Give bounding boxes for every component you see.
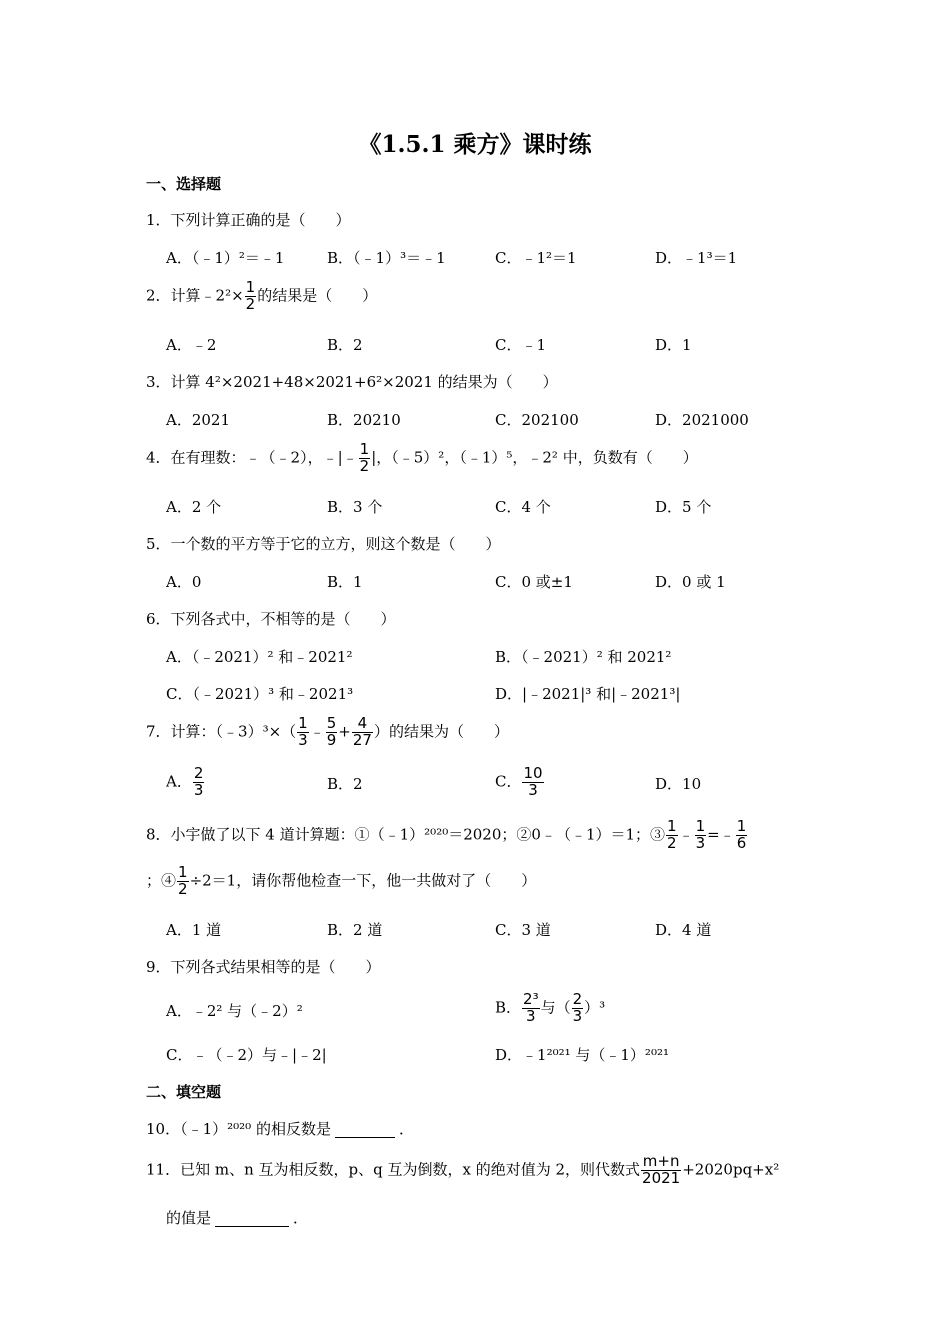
- q2-option-b: B．2: [327, 336, 363, 354]
- q9-option-a: A．﹣2² 与（﹣2）²: [166, 1002, 303, 1020]
- q1-stem: 1．下列计算正确的是（ ）: [146, 211, 351, 229]
- q2-stem: 2．计算﹣2²× $\frac{1}{2}$ 的结果是（ ）: [146, 278, 378, 313]
- q10-stem: 10．（﹣1）²⁰²⁰ 的相反数是 ．: [146, 1120, 414, 1138]
- q9-stem: 9．下列各式结果相等的是（ ）: [146, 958, 381, 976]
- fraction: $\frac{1}{3}$: [695, 817, 706, 852]
- q9-option-b: B． $\frac{\text{2³}}{3}$ 与（ $\frac{2}{3}$ ）³: [495, 990, 606, 1025]
- q3-option-d: D．2021000: [655, 411, 749, 429]
- q4-option-d: D．5 个: [655, 498, 712, 516]
- fraction: $\frac{4}{27}$: [352, 714, 372, 749]
- answer-blank: [335, 1122, 395, 1138]
- q1-option-d: D．﹣1³＝1: [655, 249, 738, 267]
- q9-option-c: C．﹣（﹣2）与﹣|﹣2|: [166, 1046, 327, 1064]
- q3-option-c: C．202100: [495, 411, 579, 429]
- q7-option-a: A． $\frac{2}{3}$: [166, 764, 204, 799]
- q11-stem-line2: 的值是 ．: [166, 1209, 309, 1227]
- q8-option-c: C．3 道: [495, 921, 551, 939]
- page-title: 《1.5.1 乘方》课时练: [358, 131, 592, 158]
- q6-option-d: D．|﹣2021|³ 和|﹣2021³|: [495, 685, 681, 703]
- fraction: $\frac{1}{2}$: [667, 817, 677, 852]
- q8-option-b: B．2 道: [327, 921, 383, 939]
- q6-option-c: C．（﹣2021）³ 和﹣2021³: [166, 685, 354, 703]
- q9-option-d: D．﹣1²⁰²¹ 与（﹣1）²⁰²¹: [495, 1046, 669, 1064]
- q1-option-a: A．（﹣1）²＝﹣1: [166, 249, 285, 267]
- fraction: $\frac{\text{2³}}{3}$: [523, 990, 539, 1025]
- q7-option-c: C． $\frac{10}{3}$: [495, 764, 543, 799]
- q3-option-a: A．2021: [166, 411, 231, 429]
- q5-option-d: D．0 或 1: [655, 573, 726, 591]
- fraction: $\frac{2}{3}$: [572, 990, 583, 1025]
- q8-stem-line2: ；④ $\frac{1}{2}$ ÷2＝1，请你帮他检查一下，他一共做对了（ ）: [146, 863, 537, 898]
- q8-option-d: D．4 道: [655, 921, 712, 939]
- fraction: $\frac{1}{6}$: [736, 817, 747, 852]
- q3-stem: 3．计算 4²×2021+48×2021+6²×2021 的结果为（ ）: [146, 373, 558, 391]
- fraction: $\frac{5}{9}$: [326, 714, 337, 749]
- q7-option-d: D．10: [655, 775, 702, 793]
- q6-option-b: B．（﹣2021）² 和 2021²: [495, 648, 672, 666]
- fraction: $\frac{10}{3}$: [523, 764, 543, 799]
- answer-blank: [215, 1211, 289, 1227]
- q8-option-a: A．1 道: [166, 921, 222, 939]
- section-choice: 一、选择题: [146, 175, 222, 193]
- q6-option-a: A．（﹣2021）² 和﹣2021²: [166, 648, 353, 666]
- fraction: $\frac{2}{3}$: [193, 764, 204, 799]
- section-fill: 二、填空题: [146, 1083, 222, 1101]
- q5-stem: 5．一个数的平方等于它的立方，则这个数是（ ）: [146, 535, 501, 553]
- fraction: $\frac{1}{3}$: [298, 714, 308, 749]
- q2-option-d: D．1: [655, 336, 692, 354]
- q2-option-a: A．﹣2: [166, 336, 217, 354]
- q5-option-c: C．0 或±1: [495, 573, 573, 591]
- q3-option-b: B．20210: [327, 411, 401, 429]
- q6-stem: 6．下列各式中，不相等的是（ ）: [146, 610, 396, 628]
- q5-option-a: A．0: [166, 573, 202, 591]
- q1-option-c: C．﹣1²＝1: [495, 249, 577, 267]
- q1-option-b: B．（﹣1）³＝﹣1: [327, 249, 446, 267]
- q7-option-b: B．2: [327, 775, 363, 793]
- q5-option-b: B．1: [327, 573, 363, 591]
- q2-option-c: C．﹣1: [495, 336, 547, 354]
- q8-stem: 8．小宇做了以下 4 道计算题：①（﹣1）²⁰²⁰＝2020；②0﹣（﹣1）＝1；③ $\frac{1}{2}$ ﹣ $\frac{1}{3}$ =﹣ $\frac{1}{6}$: [146, 817, 747, 852]
- q4-stem: 4．在有理数：﹣（﹣2），﹣|﹣ $\frac{1}{2}$ |，（﹣5）²，（﹣1）⁵，﹣2² 中，负数有（ ）: [146, 440, 698, 475]
- q4-option-a: A．2 个: [166, 498, 222, 516]
- fraction: $\frac{1}{2}$: [359, 440, 370, 475]
- fraction: $\frac{m+n}{2021}$: [642, 1152, 681, 1187]
- q7-stem: 7．计算：（﹣3）³×（ $\frac{1}{3}$ ﹣ $\frac{5}{9}$ + $\frac{4}{27}$ ）的结果为（ ）: [146, 714, 509, 749]
- q11-stem: 11．已知 m、n 互为相反数，p、q 互为倒数，x 的绝对值为 2，则代数式 $\frac{m+n}{2021}$ +2020pq+x²: [146, 1152, 780, 1187]
- q4-option-b: B．3 个: [327, 498, 383, 516]
- fraction: $\frac{1}{2}$: [245, 278, 256, 313]
- q4-option-c: C．4 个: [495, 498, 551, 516]
- fraction: $\frac{1}{2}$: [178, 863, 188, 898]
